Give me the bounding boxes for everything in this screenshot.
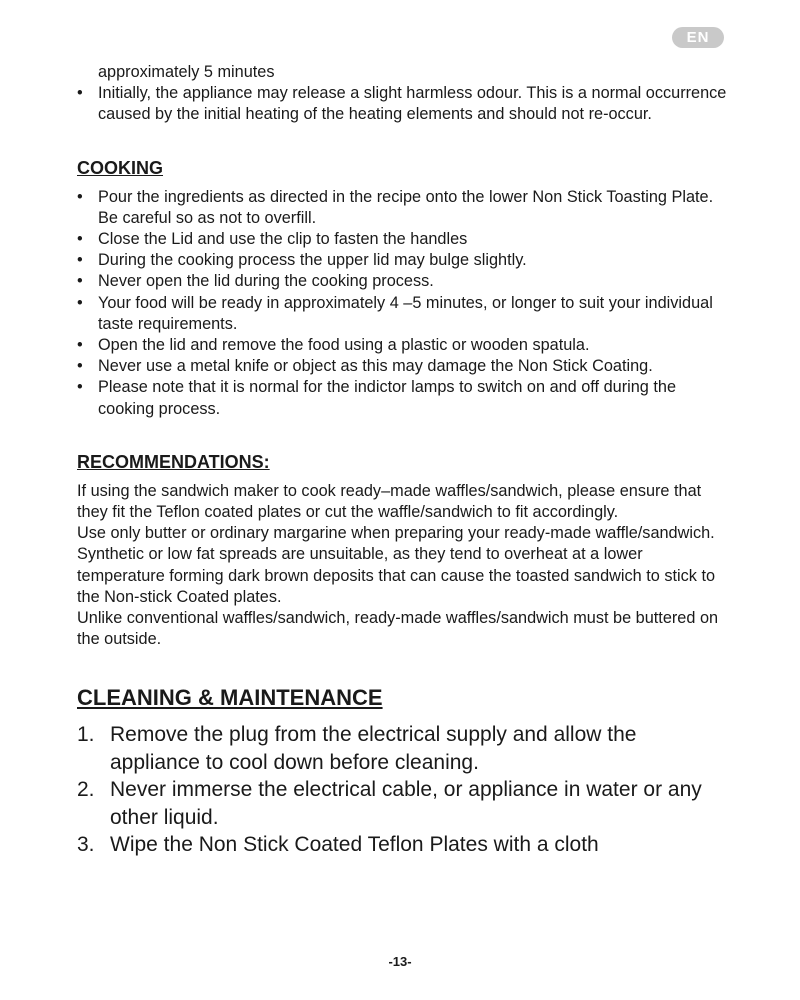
cooking-bullet: • During the cooking process the upper lid may bulge slightly. — [77, 250, 727, 271]
cooking-list — [77, 187, 727, 420]
step-number: 1. — [77, 723, 95, 747]
recommendation-paragraph: If using the sandwich maker to cook ready–made waffles/sandwich, please ensure that they fit the Teflon coated plates or cut the waffle/sandwich to fit accordingly. — [77, 481, 702, 522]
cooking-bullet: • Close the Lid and use the clip to fasten the handles — [77, 229, 727, 250]
cooking-bullet: • Never open the lid during the cooking process. — [77, 271, 727, 292]
step-number: 3. — [77, 833, 95, 857]
intro-continuation: approximately 5 minutes — [98, 63, 275, 81]
page-number: -13- — [388, 954, 412, 969]
intro-bullet: • Initially, the appliance may release a slight harmless odour. This is a normal occurrence caused by the initial heating of the heating elements and should not re-occur. — [77, 83, 727, 125]
cooking-bullet: • Open the lid and remove the food using a plastic or wooden spatula. — [77, 335, 727, 356]
manual-content — [77, 62, 727, 859]
cooking-bullet: • Please note that it is normal for the indictor lamps to switch on and off during the cooking process. — [77, 377, 727, 419]
cleaning-step — [77, 721, 727, 776]
cleaning-step — [77, 831, 727, 859]
cooking-bullet: • Pour the ingredients as directed in the recipe onto the lower Non Stick Toasting Plate. Be careful so as not to overfill. — [77, 187, 727, 229]
cleaning-step — [77, 776, 727, 831]
recommendation-paragraph: Use only butter or ordinary margarine when preparing your ready-made waffle/sandwich. Synthetic or low fat spreads are unsuitable, as they tend to overheat at a lower temperature forming dark brown deposits that can cause the toasted sandwich to stick to the Non-stick Coated plates. — [77, 524, 716, 606]
step-text: Wipe the Non Stick Coated Teflon Plates with a cloth — [110, 833, 599, 857]
step-text: Never immerse the electrical cable, or appliance in water or any other liquid. — [110, 778, 702, 829]
cooking-bullet: • Your food will be ready in approximately 4 –5 minutes, or longer to suit your individual taste requirements. — [77, 293, 727, 335]
cleaning-list — [77, 721, 727, 859]
step-number: 2. — [77, 778, 95, 802]
cooking-heading: COOKING — [77, 157, 164, 178]
step-text: Remove the plug from the electrical supply and allow the appliance to cool down before cleaning. — [110, 723, 637, 774]
recommendations-heading: RECOMMENDATIONS: — [77, 451, 270, 472]
language-badge: EN — [672, 27, 724, 48]
recommendations-body — [77, 481, 727, 651]
cleaning-heading: CLEANING & MAINTENANCE — [77, 685, 383, 711]
recommendation-paragraph: Unlike conventional waffles/sandwich, ready-made waffles/sandwich must be buttered on the outside. — [77, 609, 719, 649]
cooking-bullet: • Never use a metal knife or object as this may damage the Non Stick Coating. — [77, 356, 727, 377]
